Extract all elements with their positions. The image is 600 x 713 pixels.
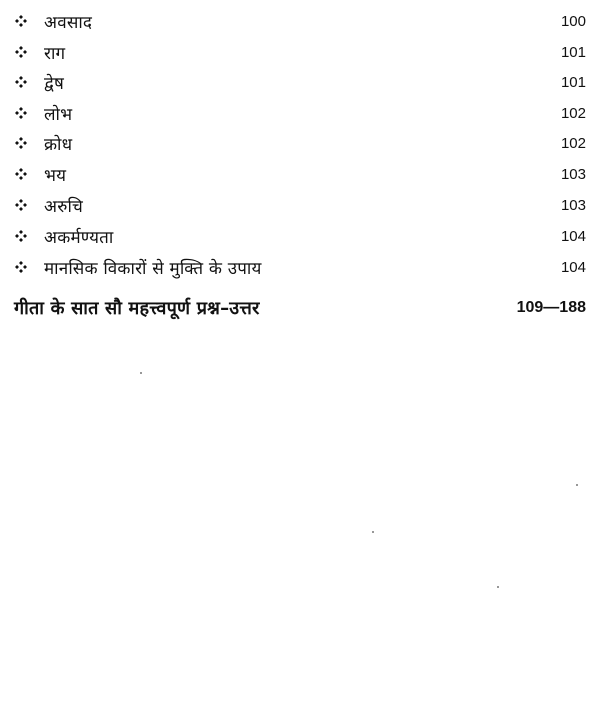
toc-entry-page: 100 bbox=[560, 12, 586, 30]
scan-speck bbox=[576, 484, 578, 486]
toc-section-heading bbox=[14, 292, 586, 324]
toc-entry-page: 103 bbox=[560, 165, 586, 183]
toc-entry bbox=[14, 67, 586, 97]
toc-entry-page: 101 bbox=[560, 73, 586, 91]
toc-entry bbox=[14, 98, 586, 128]
toc-entry-page: 102 bbox=[560, 104, 586, 122]
toc-entry-label: द्वेष bbox=[44, 73, 65, 94]
toc-entry-page: 103 bbox=[560, 196, 586, 214]
toc-entry-label: मानसिक विकारों से मुक्ति के उपाय bbox=[44, 258, 262, 279]
four-diamond-bullet-icon bbox=[14, 198, 28, 212]
section-title: गीता के सात सौ महत्त्वपूर्ण प्रश्न–उत्तर bbox=[14, 298, 260, 319]
toc-entry-page: 104 bbox=[560, 227, 586, 245]
toc-entry-label: अवसाद bbox=[44, 12, 93, 33]
toc-entry-page: 104 bbox=[560, 258, 586, 276]
toc-entry bbox=[14, 190, 586, 220]
toc-entry bbox=[14, 252, 586, 282]
toc-entry-page: 102 bbox=[560, 134, 586, 152]
toc-entry bbox=[14, 6, 586, 36]
toc-entry-label: लोभ bbox=[44, 104, 73, 125]
four-diamond-bullet-icon bbox=[14, 167, 28, 181]
toc-entry bbox=[14, 221, 586, 251]
four-diamond-bullet-icon bbox=[14, 136, 28, 150]
scan-speck bbox=[497, 586, 499, 588]
toc-entry bbox=[14, 159, 586, 189]
toc-entry-label: अरुचि bbox=[44, 196, 83, 217]
four-diamond-bullet-icon bbox=[14, 260, 28, 274]
toc-entry-label: अकर्मण्यता bbox=[44, 227, 114, 248]
toc-entry-label: क्रोध bbox=[44, 134, 73, 155]
toc-entry bbox=[14, 128, 586, 158]
four-diamond-bullet-icon bbox=[14, 229, 28, 243]
section-page-range: 109—188 bbox=[516, 299, 586, 316]
toc-entry bbox=[14, 37, 586, 67]
four-diamond-bullet-icon bbox=[14, 14, 28, 28]
four-diamond-bullet-icon bbox=[14, 75, 28, 89]
four-diamond-bullet-icon bbox=[14, 106, 28, 120]
four-diamond-bullet-icon bbox=[14, 45, 28, 59]
scan-speck bbox=[140, 372, 142, 374]
scan-speck bbox=[372, 531, 374, 533]
toc-entry-label: भय bbox=[44, 165, 67, 186]
toc-entry-page: 101 bbox=[560, 43, 586, 61]
toc-entry-label: राग bbox=[44, 43, 66, 64]
